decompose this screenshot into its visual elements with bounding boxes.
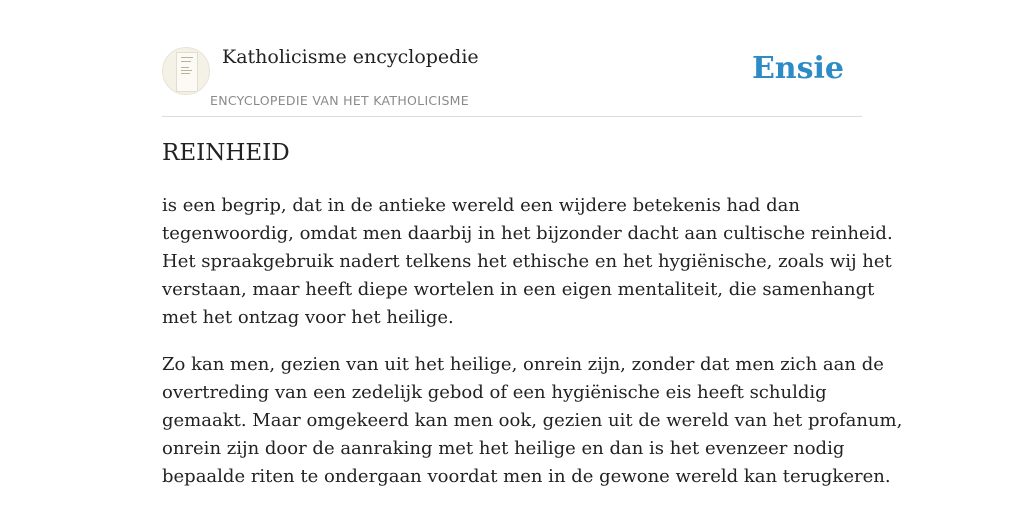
site-subtitle: ENCYCLOPEDIE VAN HET KATHOLICISME xyxy=(210,93,469,108)
paragraph-line: met het ontzag voor het heilige. xyxy=(162,307,454,328)
encyclopedia-book-cover-icon[interactable] xyxy=(162,47,210,95)
paragraph-line: onrein zijn door de aanraking met het heilige en dan is het evenzeer nodig xyxy=(162,438,845,459)
site-header xyxy=(162,44,862,117)
paragraph-line: verstaan, maar heeft diepe wortelen in een eigen mentaliteit, die samenhangt xyxy=(162,279,875,300)
paragraph-line: Het spraakgebruik nadert telkens het ethische en het hygiënische, zoals wij het xyxy=(162,251,892,272)
paragraph-line: gemaakt. Maar omgekeerd kan men ook, gezien uit de wereld van het profanum, xyxy=(162,410,903,431)
article-paragraph xyxy=(162,192,893,332)
paragraph-line: Zo kan men, gezien van uit het heilige, onrein zijn, zonder dat men zich aan de xyxy=(162,354,884,375)
paragraph-line: tegenwoordig, omdat men daarbij in het bijzonder dacht aan cultische reinheid. xyxy=(162,223,893,244)
ensie-brand-link[interactable]: Ensie xyxy=(751,51,844,86)
paragraph-line: is een begrip, dat in de antieke wereld een wijdere betekenis had dan xyxy=(162,195,800,216)
paragraph-line: bepaalde riten te ondergaan voordat men in de gewone wereld kan terugkeren. xyxy=(162,466,891,487)
paragraph-line: overtreding van een zedelijk gebod of een hygiënische eis heeft schuldig xyxy=(162,382,827,403)
article-paragraph xyxy=(162,351,903,491)
article-term-title: REINHEID xyxy=(162,140,290,166)
book-cover-shape xyxy=(176,52,198,92)
site-title[interactable]: Katholicisme encyclopedie xyxy=(222,46,479,68)
article-body xyxy=(162,192,903,510)
